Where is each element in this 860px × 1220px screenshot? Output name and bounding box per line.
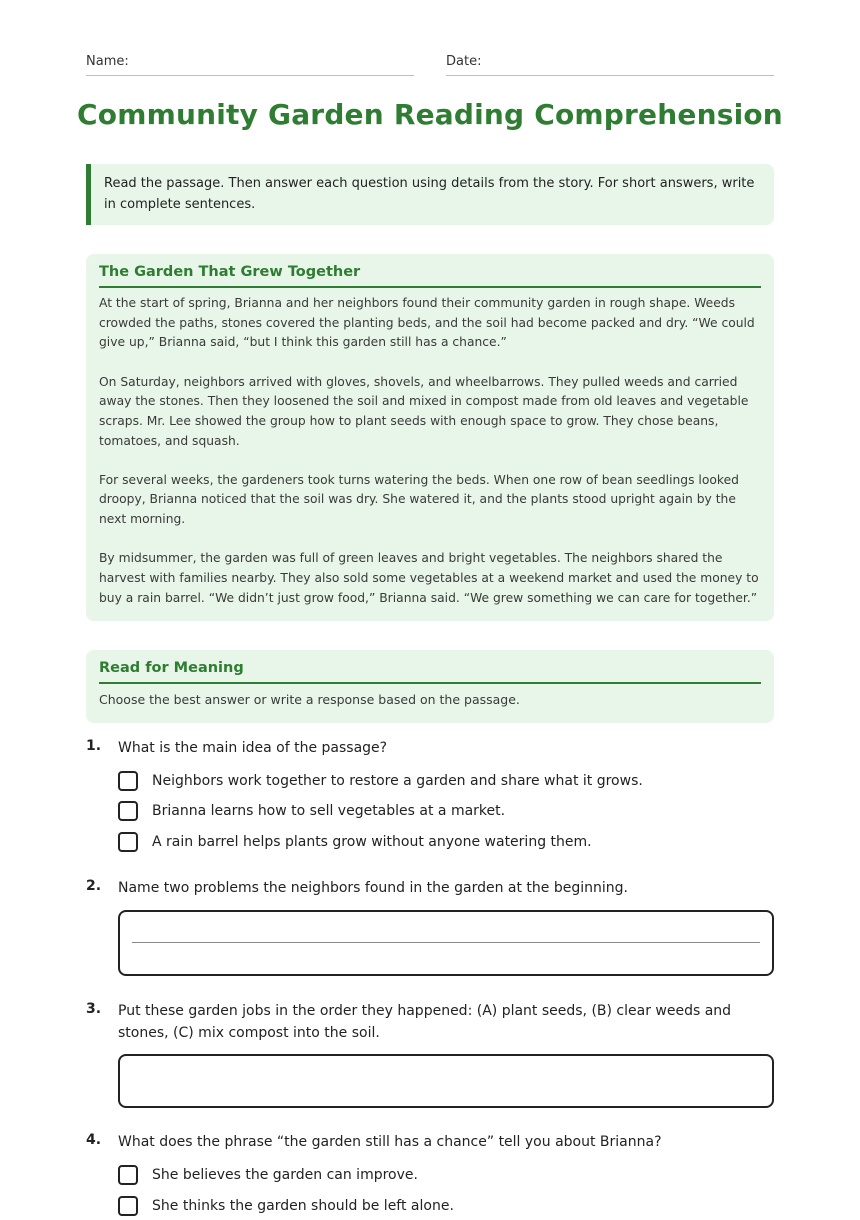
passage-paragraph: By midsummer, the garden was full of green leaves and bright vegetables. The neighbors shared the harvest with families nearby. They also sold some vegetables at a weekend market and used the money to buy a rain barrel. “We didn’t just grow food,” Brianna said. “We grew something we can care for together.”: [99, 551, 759, 605]
passage-heading: The Garden That Grew Together: [99, 264, 761, 288]
answer-option[interactable]: [118, 801, 768, 825]
passage-paragraph: On Saturday, neighbors arrived with gloves, shovels, and wheelbarrows. They pulled weeds and carried away the stones. Then they loosened the soil and mixed in compost made from old leaves and vegetable scraps. Mr. Lee showed the group how to plant seeds with enough space to grow. They chose beans, tomatoes, and squash.: [99, 374, 749, 448]
student-info-row: [86, 54, 774, 76]
option-checkbox[interactable]: [118, 1165, 138, 1185]
writing-line: [132, 942, 760, 943]
answer-option[interactable]: [118, 1196, 768, 1220]
date-field[interactable]: [446, 54, 774, 76]
question-text: Name two problems the neighbors found in the garden at the beginning.: [118, 880, 628, 896]
question-number: 3.: [86, 1001, 102, 1017]
short-answer-box[interactable]: [118, 1054, 774, 1108]
passage-paragraph: At the start of spring, Brianna and her neighbors found their community garden in rough shape. Weeds crowded the paths, stones covered the planting beds, and the soil had become packed and dry. “We could give up,” Brianna said, “but I think this garden still has a chance.”: [99, 296, 755, 350]
read-for-meaning-panel: [86, 650, 774, 723]
name-label: Name:: [86, 54, 129, 69]
question-text: Put these garden jobs in the order they happened: (A) plant seeds, (B) clear weeds and stones, (C) mix compost into the soil.: [118, 1003, 732, 1041]
answer-option[interactable]: [118, 832, 768, 856]
option-label: She thinks the garden should be left alone.: [152, 1198, 454, 1214]
option-label: A rain barrel helps plants grow without anyone watering them.: [152, 834, 592, 850]
read-for-meaning-heading: Read for Meaning: [99, 660, 761, 684]
passage-panel: [86, 254, 774, 621]
page-title: Community Garden Reading Comprehension: [77, 98, 783, 131]
option-label: She believes the garden can improve.: [152, 1167, 418, 1183]
short-answer-box[interactable]: [118, 910, 774, 976]
option-checkbox[interactable]: [118, 771, 138, 791]
option-checkbox[interactable]: [118, 1196, 138, 1216]
question-number: 4.: [86, 1132, 102, 1148]
option-checkbox[interactable]: [118, 801, 138, 821]
option-label: Brianna learns how to sell vegetables at a market.: [152, 803, 506, 819]
question-number: 2.: [86, 878, 102, 894]
read-for-meaning-subtext: Choose the best answer or write a response based on the passage.: [99, 692, 520, 707]
question-number: 1.: [86, 738, 102, 754]
option-checkbox[interactable]: [118, 832, 138, 852]
answer-option[interactable]: [118, 1165, 768, 1189]
answer-option[interactable]: [118, 771, 768, 795]
option-label: Neighbors work together to restore a garden and share what it grows.: [152, 773, 643, 789]
name-field[interactable]: [86, 54, 414, 76]
date-label: Date:: [446, 54, 482, 69]
question-text: What is the main idea of the passage?: [118, 740, 388, 756]
question-text: What does the phrase “the garden still has a chance” tell you about Brianna?: [118, 1134, 662, 1150]
passage-paragraph: For several weeks, the gardeners took turns watering the beds. When one row of bean seedlings looked droopy, Brianna noticed that the soil was dry. She watered it, and the plants stood upright again by the next morning.: [99, 472, 739, 527]
instructions-callout: Read the passage. Then answer each question using details from the story. For short answers, write in complete sentences.: [86, 164, 774, 225]
